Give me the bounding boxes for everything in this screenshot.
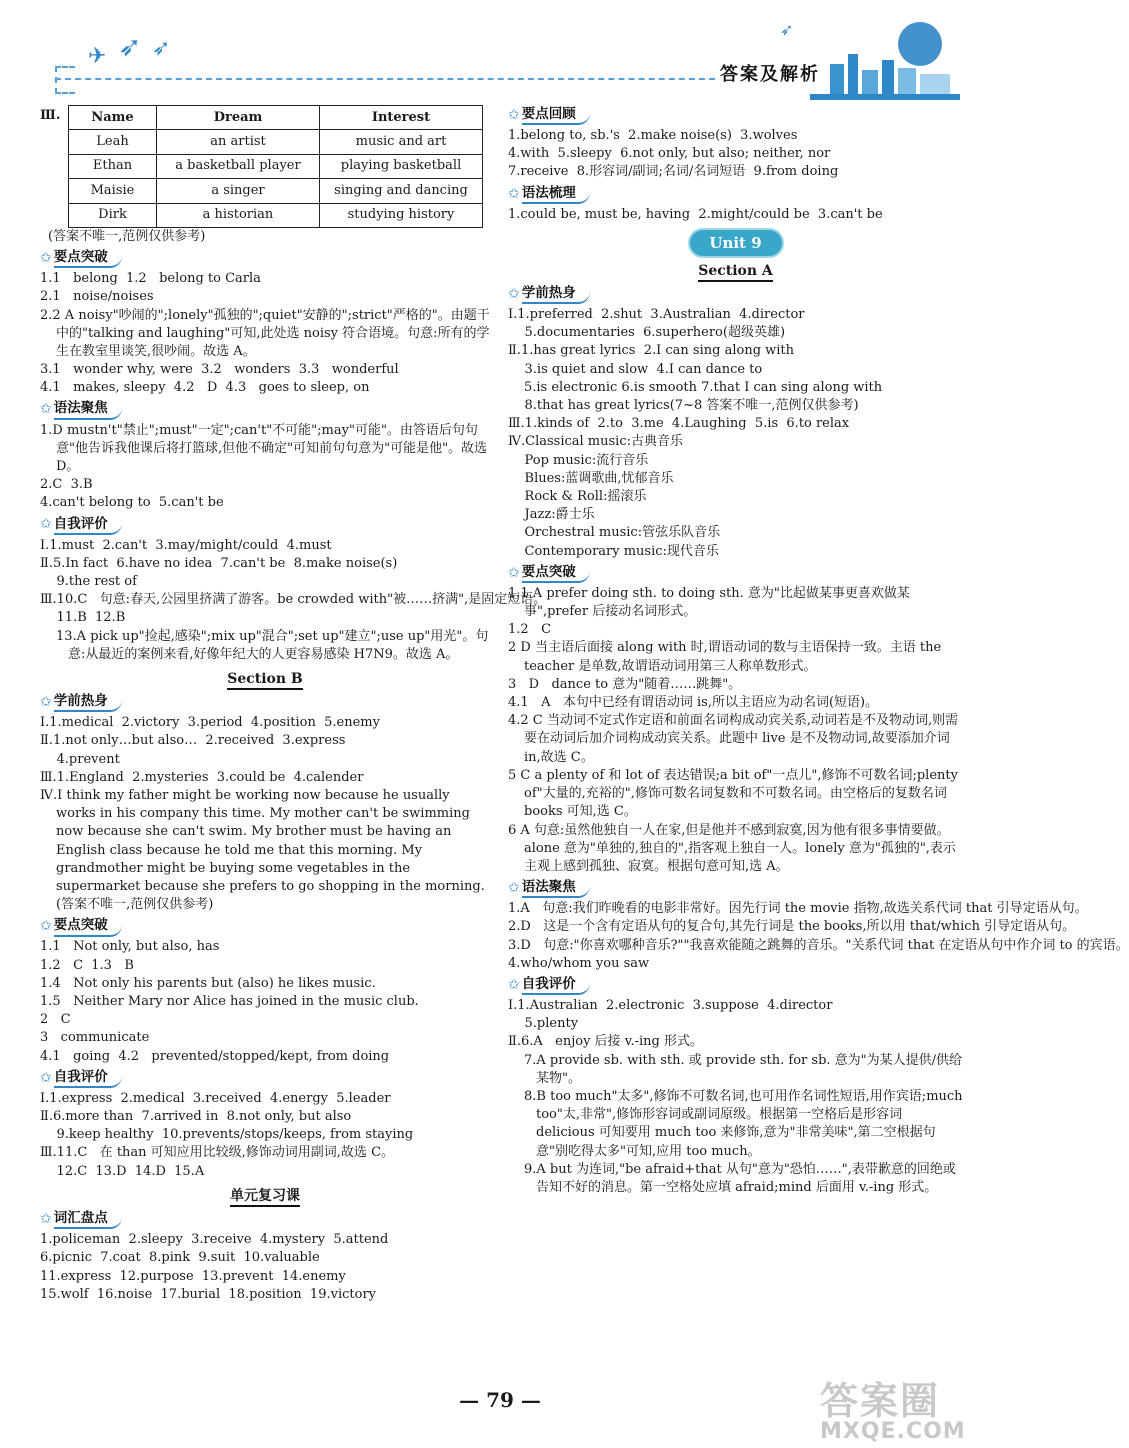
answer-line: 11.B 12.B bbox=[40, 610, 126, 626]
table-row bbox=[69, 130, 483, 154]
section-heading-label: 要点突破 bbox=[522, 563, 590, 583]
star-icon: ✩ bbox=[40, 516, 52, 533]
section-body bbox=[40, 422, 490, 513]
table-cell: a singer bbox=[157, 179, 320, 203]
answer-line: 3.D 句意:"你喜欢哪种音乐?""我喜欢能随之跳舞的音乐。"关系代词 that 在定语从句中作介词 to 的宾语。 bbox=[508, 937, 1129, 953]
header-dashed-line bbox=[55, 78, 715, 80]
answer-line: 1.D mustn't"禁止";must"一定";can't"不可能";may"可能"。由答语后句句意"他告诉我他课后将打篮球,但他不确定"可知前句句意为"可能是他"。故选 D。 bbox=[40, 422, 488, 474]
answer-line: Rock & Roll:摇滚乐 bbox=[508, 489, 647, 505]
section-heading-label: 学前热身 bbox=[54, 692, 122, 712]
answer-line: 1.policeman 2.sleepy 3.receive 4.mystery 5.attend bbox=[40, 1232, 389, 1248]
section-heading bbox=[508, 975, 963, 995]
watermark-url: MXQE.COM bbox=[820, 1419, 966, 1444]
answer-line: 8.that has great lyrics(7~8 答案不唯一,范例仅供参考) bbox=[508, 398, 859, 414]
review-title-text: 单元复习课 bbox=[230, 1188, 300, 1207]
answer-line: 5 C a plenty of 和 lot of 表达错误;a bit of"一点儿",修饰不可数名词;plenty of"大量的,充裕的",修饰可数名词复数和不可数名词。由空格后的复数名词 books 可知,选 C。 bbox=[508, 767, 958, 820]
section-heading-label: 学前热身 bbox=[522, 284, 590, 304]
star-icon: ✩ bbox=[40, 250, 52, 267]
answer-line: Blues:蓝调歌曲,忧郁音乐 bbox=[508, 470, 674, 486]
answer-line: Ⅲ.11.C 在 than 可知应用比较级,修饰动词用副词,故选 C。 bbox=[40, 1145, 395, 1161]
section-heading-label: 要点突破 bbox=[54, 916, 122, 936]
section-b-title bbox=[40, 670, 490, 688]
page-header bbox=[0, 0, 1000, 100]
answer-line: 15.wolf 16.noise 17.burial 18.position 19.victory bbox=[40, 1286, 377, 1302]
page-number: — 79 — bbox=[459, 1388, 541, 1412]
answer-line: Ⅰ.1.Australian 2.electronic 3.suppose 4.director bbox=[508, 997, 833, 1013]
header-bracket bbox=[55, 66, 75, 94]
right-column bbox=[508, 103, 1129, 1197]
section-heading bbox=[40, 515, 490, 535]
answer-line: Ⅱ.6.A enjoy 后接 v.-ing 形式。 bbox=[508, 1034, 704, 1050]
answer-line: 3.1 wonder why, were 3.2 wonders 3.3 wonderful bbox=[40, 362, 399, 378]
answer-line: 3 D dance to 意为"随着……跳舞"。 bbox=[508, 676, 742, 692]
answer-line: 4.1 makes, sleepy 4.2 D 4.3 goes to sleep, on bbox=[40, 380, 370, 396]
answer-line: Pop music:流行音乐 bbox=[508, 452, 649, 468]
answer-line: Ⅳ.Classical music:古典音乐 bbox=[508, 434, 683, 450]
answer-line: Ⅲ.1.kinds of 2.to 3.me 4.Laughing 5.is 6.to relax bbox=[508, 416, 850, 432]
answer-line: 2.C 3.B bbox=[40, 477, 93, 493]
watermark-logo bbox=[820, 1370, 980, 1444]
star-icon: ✩ bbox=[508, 285, 520, 302]
answer-line: 2.1 noise/noises bbox=[40, 289, 154, 305]
answer-line: Ⅱ.1.not only…but also… 2.received 3.express bbox=[40, 733, 346, 749]
section-body bbox=[508, 585, 963, 876]
table-cell: Leah bbox=[69, 130, 157, 154]
section-heading bbox=[40, 1068, 490, 1088]
section-heading-label: 语法聚焦 bbox=[54, 399, 122, 419]
section-body bbox=[508, 997, 963, 1197]
answer-line: 9.the rest of bbox=[40, 574, 137, 589]
section-heading bbox=[508, 184, 963, 204]
answer-line: 4.1 A 本句中已经有谓语动词 is,所以主语应为动名词(短语)。 bbox=[508, 695, 879, 711]
star-icon: ✩ bbox=[40, 1069, 52, 1086]
section-heading-label: 要点突破 bbox=[54, 248, 122, 268]
section-heading-label: 自我评价 bbox=[522, 975, 590, 995]
answer-line: Ⅰ.1.medical 2.victory 3.period 4.position 5.enemy bbox=[40, 715, 380, 731]
answer-line: 5.documentaries 6.superhero(超级英雄) bbox=[508, 325, 786, 341]
star-icon: ✩ bbox=[40, 401, 52, 418]
answer-line: 1.1 belong 1.2 belong to Carla bbox=[40, 271, 261, 287]
answer-line: 4.who/whom you saw bbox=[508, 955, 650, 971]
section-body bbox=[40, 270, 490, 397]
answer-line: 1.belong to, sb.'s 2.make noise(s) 3.wolves bbox=[508, 128, 798, 143]
answer-line: 2.2 A noisy"吵闹的";lonely"孤独的";quiet"安静的";strict"严格的"。由题干中的"talking and laughing"可知,此处选 noisy 符合语境。句意:所有的学生在教室里谈笑,很吵闹。故选 A。 bbox=[40, 307, 490, 359]
star-icon: ✩ bbox=[40, 1210, 52, 1227]
answer-line: Ⅱ.1.has great lyrics 2.I can sing along with bbox=[508, 343, 795, 359]
answer-line: Ⅱ.6.more than 7.arrived in 8.not only, but also bbox=[40, 1109, 352, 1125]
section-heading bbox=[40, 248, 490, 268]
answer-line: Ⅲ.1.England 2.mysteries 3.could be 4.calender bbox=[40, 769, 364, 785]
answer-line: 5.is electronic 6.is smooth 7.that I can sing along with bbox=[524, 379, 883, 395]
answer-line: 11.express 12.purpose 13.prevent 14.enemy bbox=[40, 1268, 346, 1284]
answer-line: 2 C bbox=[40, 1012, 71, 1028]
answer-line: 1.4 Not only his parents but (also) he likes music. bbox=[40, 975, 376, 991]
answer-line: Orchestral music:管弦乐队音乐 bbox=[508, 525, 721, 541]
section-body bbox=[508, 900, 1129, 973]
section-body bbox=[40, 714, 490, 914]
section-body bbox=[40, 1090, 490, 1181]
section-heading-label: 自我评价 bbox=[54, 1068, 122, 1088]
table-cell: Ethan bbox=[69, 154, 157, 178]
table-note: (答案不唯一,范例仅供参考) bbox=[48, 228, 206, 244]
table-roman-label: Ⅲ. bbox=[40, 108, 61, 123]
answer-line: 2.D 这是一个含有定语从句的复合句,其先行词是 the books,所以用 that/which 引导定语从句。 bbox=[508, 919, 1076, 935]
star-icon: ✩ bbox=[40, 918, 52, 935]
table-cell: music and art bbox=[320, 130, 483, 154]
answer-line: Ⅱ.5.In fact 6.have no idea 7.can't be 8.make noise(s) bbox=[40, 555, 398, 571]
answer-line: 6.picnic 7.coat 8.pink 9.suit 10.valuable bbox=[40, 1250, 320, 1266]
section-a-title bbox=[508, 262, 963, 280]
table-cell: singing and dancing bbox=[320, 179, 483, 203]
watermark-text: 答案圈 bbox=[820, 1379, 941, 1423]
star-icon: ✩ bbox=[508, 564, 520, 581]
answer-line: 13.A pick up"捡起,感染";mix up"混合";set up"建立";use up"用光"。句意:从最近的案例来看,好像年纪大的人更容易感染 H7N9。故选 A。 bbox=[56, 628, 489, 662]
section-heading-label: 要点回顾 bbox=[522, 105, 590, 125]
table-row bbox=[69, 203, 483, 227]
section-heading bbox=[508, 105, 963, 125]
bird-icon: ➶ bbox=[780, 20, 794, 39]
answer-line: 12.C 13.D 14.D 15.A bbox=[40, 1163, 205, 1179]
answer-line: 1.1 Not only, but also, has bbox=[40, 939, 220, 955]
answer-line: 4.prevent bbox=[40, 751, 120, 767]
section-body bbox=[40, 1231, 490, 1304]
table-header-cell: Name bbox=[69, 106, 157, 130]
section-heading bbox=[40, 400, 490, 420]
section-heading-label: 自我评价 bbox=[54, 515, 122, 535]
star-icon: ✩ bbox=[508, 976, 520, 993]
section-body bbox=[508, 206, 963, 224]
table-cell: playing basketball bbox=[320, 154, 483, 178]
header-title: 答案及解析 bbox=[720, 64, 820, 85]
section-heading bbox=[508, 878, 963, 898]
answer-line: 1.2 C 1.3 B bbox=[40, 957, 134, 973]
section-a-title-text: Section A bbox=[698, 263, 773, 282]
section-heading-label: 语法聚焦 bbox=[522, 878, 590, 898]
skyline-icon bbox=[810, 14, 960, 100]
section-heading bbox=[40, 692, 490, 712]
section-heading-label: 词汇盘点 bbox=[54, 1209, 122, 1229]
unit-badge: Unit 9 bbox=[690, 230, 782, 256]
answer-line: 1.1 A prefer doing sth. to doing sth. 意为"比起做某事更喜欢做某事",prefer 后接动名词形式。 bbox=[508, 585, 910, 620]
answer-line: 7.A provide sb. with sth. 或 provide sth. for sb. 意为"为某人提供/供给某物"。 bbox=[524, 1052, 963, 1086]
section-heading bbox=[508, 563, 963, 583]
answer-line: Ⅲ.10.C 句意:春天,公园里挤满了游客。be crowded with"被……挤满",是固定短语。 bbox=[40, 592, 547, 608]
answer-line: 3.is quiet and slow 4.I can dance to bbox=[508, 361, 763, 377]
answer-line: 6 A 句意:虽然他独自一人在家,但是他并不感到寂寞,因为他有很多事情要做。alone 意为"单独的,独自的",指客观上独自一人。lonely 意为"孤独的",表示主观上感到孤独、寂寞。根据句意可知,选 A。 bbox=[508, 822, 956, 874]
answer-line: 4.1 going 4.2 prevented/stopped/kept, from doing bbox=[40, 1048, 390, 1064]
answer-line: 1.A 句意:我们昨晚看的电影非常好。因先行词 the movie 指物,故选关系代词 that 引导定语从句。 bbox=[508, 901, 1088, 917]
table-cell: studying history bbox=[320, 203, 483, 227]
section-heading bbox=[508, 284, 963, 304]
answer-line: Ⅰ.1.preferred 2.shut 3.Australian 4.director bbox=[508, 307, 805, 323]
section-heading-label: 语法梳理 bbox=[522, 184, 590, 204]
answer-line: Jazz:爵士乐 bbox=[508, 507, 595, 523]
section-body bbox=[508, 127, 963, 182]
review-title bbox=[40, 1187, 490, 1205]
answer-line: Ⅰ.1.must 2.can't 3.may/might/could 4.must bbox=[40, 537, 332, 553]
section-body bbox=[40, 938, 490, 1065]
table-header-cell: Interest bbox=[320, 106, 483, 130]
bird-icon: ➶ bbox=[152, 36, 171, 61]
section-heading bbox=[40, 916, 490, 936]
answer-line: Ⅰ.1.express 2.medical 3.received 4.energy 5.leader bbox=[40, 1090, 391, 1106]
table-cell: a basketball player bbox=[157, 154, 320, 178]
section-heading bbox=[40, 1209, 490, 1229]
dream-table-block bbox=[40, 105, 490, 246]
table-header-row bbox=[69, 106, 483, 130]
star-icon: ✩ bbox=[508, 880, 520, 896]
table-cell: a historian bbox=[157, 203, 320, 227]
table-cell: Dirk bbox=[69, 203, 157, 227]
table-row bbox=[69, 154, 483, 178]
section-body bbox=[508, 306, 963, 561]
answer-line: 9.A but 为连词,"be afraid+that 从句"意为"恐怕……",表带歉意的回绝或告知不好的消息。第一空格处应填 afraid;mind 后面用 v.-ing 形式。 bbox=[524, 1161, 956, 1195]
bird-icon: ➶ bbox=[118, 30, 142, 63]
star-icon: ✩ bbox=[40, 694, 52, 711]
answer-line: 1.5 Neither Mary nor Alice has joined in the music club. bbox=[40, 994, 419, 1010]
answer-line: 4.2 C 当动词不定式作定语和前面名词构成动宾关系,动词若是不及物动词,则需要在动词后加介词构成动宾关系。此题中 live 是不及物动词,故要添加介词 in,故选 C。 bbox=[508, 713, 959, 765]
answer-line: Ⅳ.I think my father might be working now because he usually works in his company this time. My mother can't be swimming now because she can't swim. My brother must be having an English class because he told me that this morning. My grandmother might be buying some vegetables in the supermarket because she prefers to go shopping in the morning.(答案不唯一,范例仅供参考) bbox=[40, 788, 485, 913]
star-icon: ✩ bbox=[508, 106, 520, 123]
answer-line: 5.plenty bbox=[508, 1016, 579, 1032]
dream-table bbox=[68, 105, 483, 228]
answer-line: 2 D 当主语后面接 along with 时,谓语动词的数与主语保持一致。主语 the teacher 是单数,故谓语动词用第三人称单数形式。 bbox=[508, 640, 942, 674]
star-icon: ✩ bbox=[508, 185, 520, 202]
table-header-cell: Dream bbox=[157, 106, 320, 130]
section-b-title-text: Section B bbox=[227, 671, 303, 690]
answer-line: 9.keep healthy 10.prevents/stops/keeps, from staying bbox=[40, 1127, 414, 1143]
table-cell: Maisie bbox=[69, 179, 157, 203]
answer-line: 1.2 C bbox=[508, 622, 552, 638]
table-cell: an artist bbox=[157, 130, 320, 154]
answer-line: 8.B too much"太多",修饰不可数名词,也可用作名词性短语,用作宾语;much too"太,非常",修饰形容词或副词原级。根据第一空格后是形容词 delicious 可知要用 much too 来修饰,意为"非常美味",第二空根据句意"别吃得太多"可知,应用 too much。 bbox=[524, 1088, 963, 1159]
table-row bbox=[69, 179, 483, 203]
bird-icon: ✈ bbox=[88, 44, 107, 69]
answer-line: 3 communicate bbox=[40, 1030, 150, 1046]
answer-line: 4.can't belong to 5.can't be bbox=[40, 495, 224, 511]
answer-line: Contemporary music:现代音乐 bbox=[508, 543, 719, 559]
answer-line: 4.with 5.sleepy 6.not only, but also; neither, nor bbox=[508, 146, 831, 162]
answer-line: 7.receive 8.形容词/副词;名词/名词短语 9.from doing bbox=[508, 164, 839, 180]
answer-line: 1.could be, must be, having 2.might/could be 3.can't be bbox=[508, 206, 883, 222]
